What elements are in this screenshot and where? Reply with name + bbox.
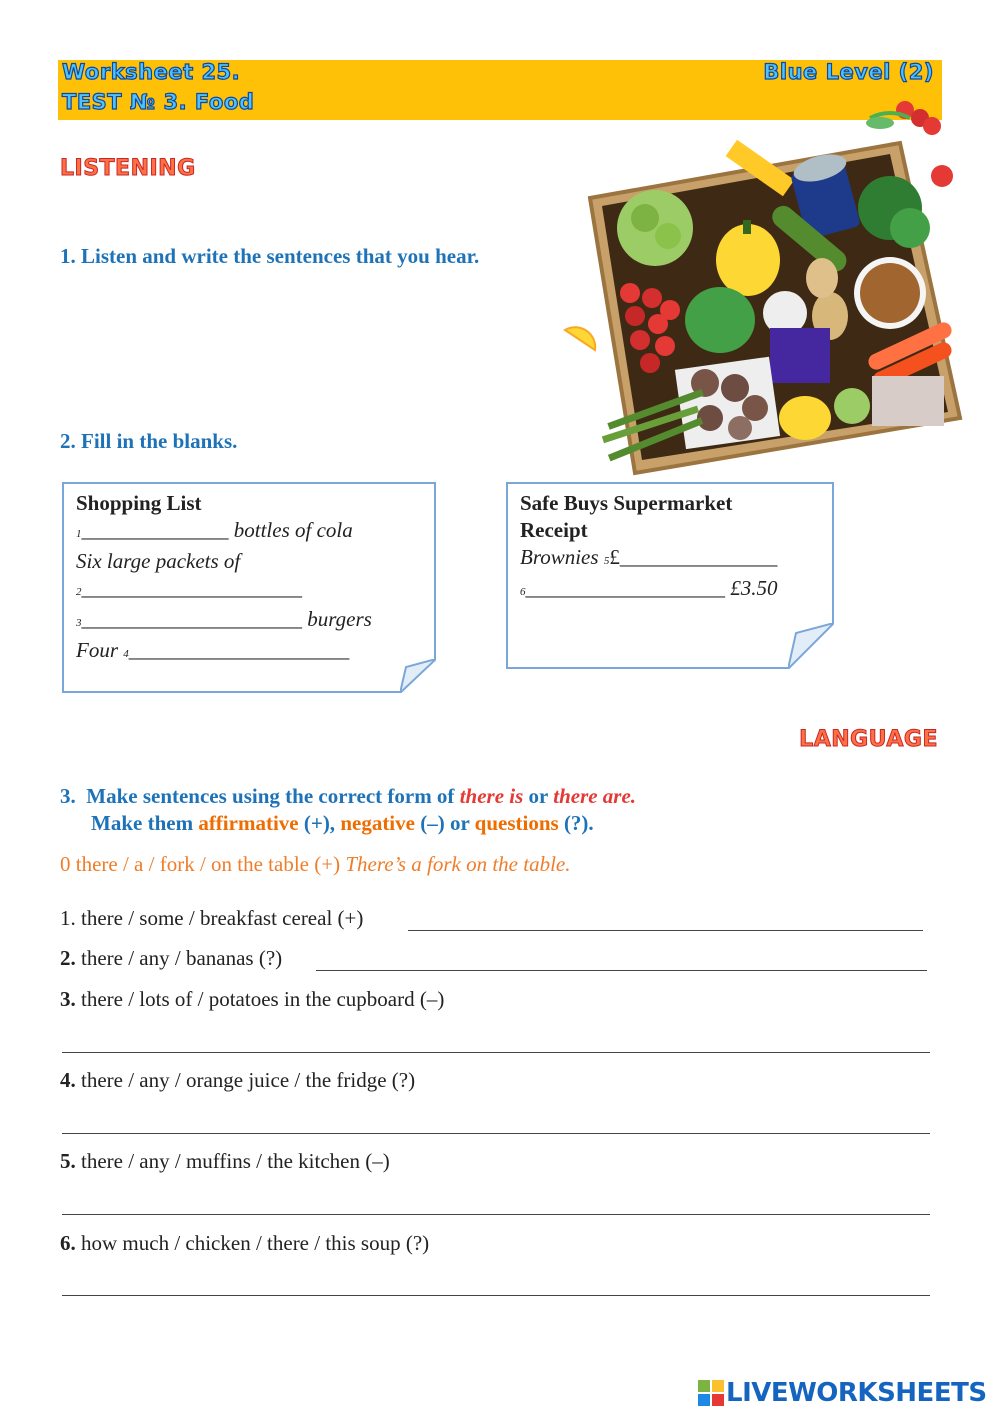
shopping-line-4-text: burgers (302, 607, 372, 631)
item-number: 1. (60, 906, 76, 930)
blank-number-3: 3 (76, 617, 82, 629)
level-label: Blue Level (2) (763, 60, 934, 84)
liveworksheets-logo (698, 1376, 994, 1410)
task-3-instruction-line-2 (91, 811, 594, 836)
instruction-listen: 1. Listen and write the sentences that you hear. (60, 244, 480, 268)
shopping-line-5-text: Four (76, 638, 124, 662)
receipt-title-1: Safe Buys Supermarket (520, 491, 733, 515)
answer-line-2[interactable] (316, 970, 927, 971)
receipt-title-2: Receipt (520, 518, 588, 542)
affirmative-word: affirmative (198, 811, 299, 835)
shopping-line-5 (76, 637, 426, 668)
exercise-item-5 (60, 1149, 390, 1174)
item-prompt: how much / chicken / there / this soup (?) (75, 1231, 430, 1255)
blank-1[interactable]: ______________ (81, 518, 229, 542)
test-subtitle: TEST № 3. Food (62, 90, 255, 114)
green-pepper-icon (685, 287, 755, 353)
instruction-fill-blanks: 2. Fill in the blanks. (60, 429, 238, 453)
item-number: 3. (60, 987, 76, 1011)
blank-number-4: 4 (123, 648, 129, 660)
shopping-list-title: Shopping List (76, 491, 202, 515)
question-sign: (?). (558, 811, 594, 835)
blank-number-2: 2 (76, 586, 82, 598)
shopping-line-1 (76, 517, 426, 548)
receipt-line-2 (520, 575, 830, 606)
mushrooms-icon (675, 357, 780, 449)
blank-6[interactable]: ___________________ (525, 576, 725, 600)
purple-box-icon (770, 328, 830, 383)
item-prompt: there / any / orange juice / the fridge (?) (75, 1068, 416, 1092)
task-3-instruction-line-1 (60, 784, 636, 809)
questions-word: questions (474, 811, 559, 835)
item-number: 4. (60, 1068, 76, 1092)
exercise-item-6 (60, 1231, 429, 1256)
shopping-line-3 (76, 575, 426, 606)
example-prompt: 0 there / a / fork / on the table (+) (60, 852, 346, 876)
example-answer: There’s a fork on the table. (345, 852, 571, 876)
item-number: 2. (60, 946, 76, 970)
page-fold-icon (400, 659, 436, 693)
task-text-2: Make them (91, 811, 199, 835)
item-number: 5. (60, 1149, 76, 1173)
blank-3[interactable]: _____________________ (81, 607, 302, 631)
exercise-item-3 (60, 987, 444, 1012)
item-prompt: there / any / bananas (?) (75, 946, 283, 970)
minus-sign: (–) or (414, 811, 475, 835)
liveworksheets-grid-icon (698, 1380, 724, 1406)
blank-2[interactable]: _____________________ (81, 576, 302, 600)
there-is-phrase: there is (459, 784, 524, 808)
exercise-item-2 (60, 946, 282, 971)
example-sentence (60, 852, 570, 877)
exercise-item-4 (60, 1068, 415, 1093)
logo-text: LIVEWORKSHEETS (726, 1378, 987, 1408)
receipt-price: £3.50 (725, 576, 778, 600)
language-section-title: LANGUAGE (799, 727, 938, 752)
cauliflower-icon (617, 190, 693, 266)
item-prompt: there / any / muffins / the kitchen (–) (75, 1149, 390, 1173)
shopping-line-4 (76, 606, 426, 637)
shopping-list-card (62, 482, 436, 693)
blank-4[interactable]: _____________________ (128, 638, 350, 662)
exercise-item-1 (60, 906, 363, 931)
plus-sign: (+), (298, 811, 341, 835)
item-number: 6. (60, 1231, 76, 1255)
shopping-line-2: Six large packets of (76, 549, 241, 573)
negative-word: negative (340, 811, 415, 835)
task-text: Make sentences using the correct form of (86, 784, 460, 808)
listening-section-title: LISTENING (60, 156, 196, 181)
answer-line-3[interactable] (62, 1052, 930, 1053)
answer-line-4[interactable] (62, 1133, 930, 1134)
shopping-line-1-text: bottles of cola (228, 518, 353, 542)
item-prompt: there / some / breakfast cereal (+) (75, 906, 364, 930)
worksheet-title: Worksheet 25. (62, 60, 241, 84)
item-prompt: there / lots of / potatoes in the cupboard (–) (75, 987, 445, 1011)
receipt-card (506, 482, 834, 669)
answer-line-5[interactable] (62, 1214, 930, 1215)
page-fold-icon (788, 623, 834, 669)
task-or: or (523, 784, 554, 808)
almonds-icon (854, 257, 926, 329)
oats-icon (872, 376, 944, 426)
receipt-line-1 (520, 544, 830, 575)
blank-number-6: 6 (520, 586, 526, 598)
blank-number-1: 1 (76, 528, 82, 540)
answer-line-1[interactable] (408, 930, 923, 931)
food-box-picture (560, 88, 980, 488)
receipt-line-1-text: Brownies (520, 545, 604, 569)
there-are-phrase: there are. (553, 784, 637, 808)
pound-sign: £ (609, 545, 620, 569)
answer-line-6[interactable] (62, 1295, 930, 1296)
blank-number-5: 5 (603, 555, 610, 567)
task-number: 3. (60, 784, 76, 808)
blank-5[interactable]: _______________ (619, 545, 778, 569)
